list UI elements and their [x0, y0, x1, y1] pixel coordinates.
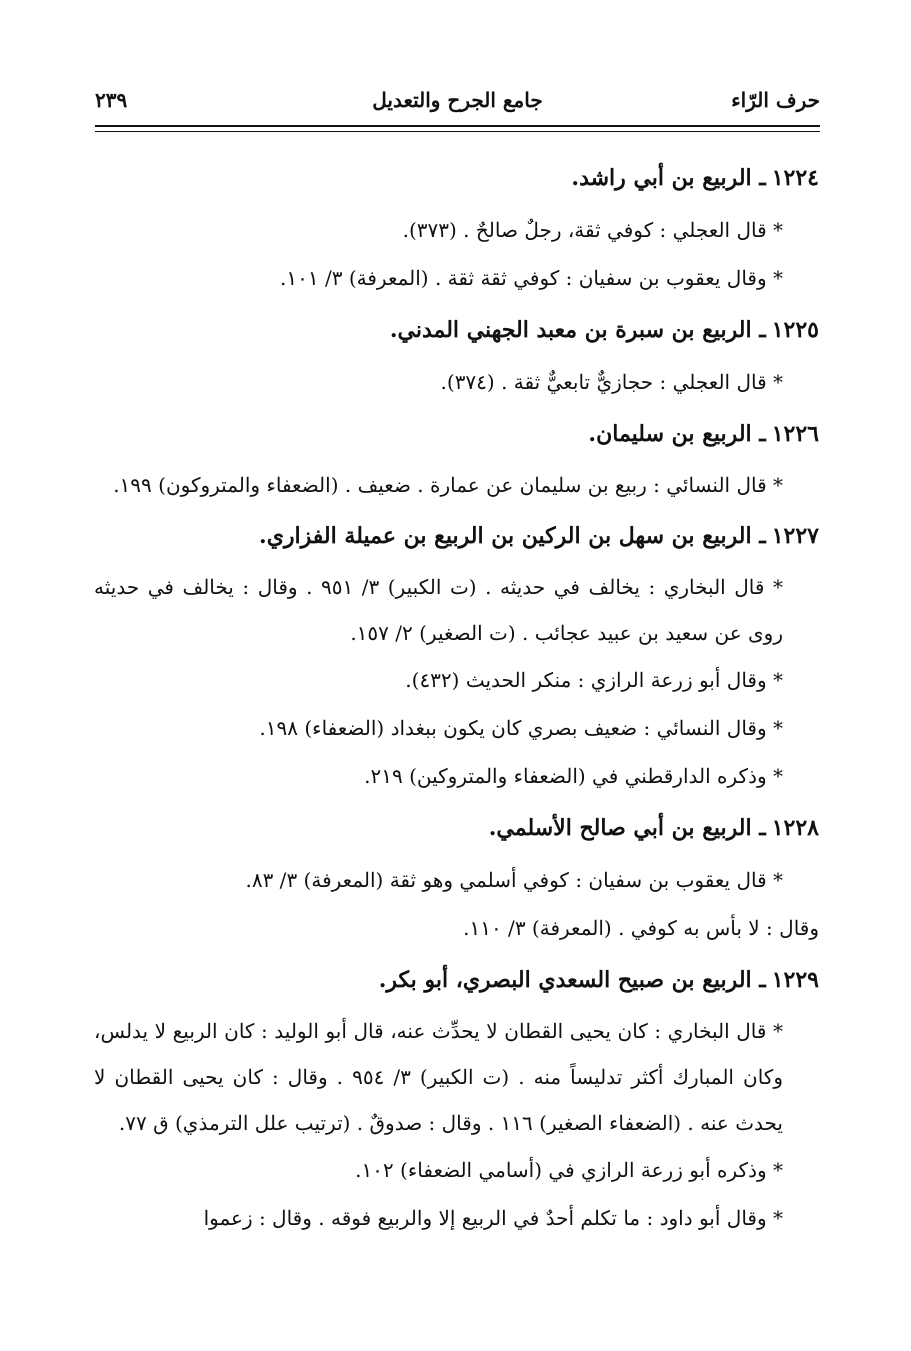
- entry-1228: [94, 800, 819, 952]
- entry-name: ـ الربيع بن سليمان.: [588, 421, 766, 447]
- header-rule-thin: [95, 131, 820, 132]
- entry-line: * وذكره الدارقطني في (الضعفاء والمتروكين) ٢١٩.: [364, 764, 783, 788]
- entry-heading: [94, 800, 819, 856]
- entry-1226: [94, 406, 819, 508]
- entry-1227: [94, 508, 819, 800]
- entry-line: * وذكره أبو زرعة الرازي في (أسامي الضعفاء) ١٠٢.: [355, 1158, 783, 1182]
- entry-1224: [94, 150, 819, 302]
- entry-number: ١٢٢٨: [771, 815, 819, 841]
- running-section-title: حرف الرّاء: [731, 88, 820, 112]
- header-rule: [95, 125, 820, 127]
- entry-1225: [94, 302, 819, 406]
- entry-line: وقال : لا بأس به كوفي . (المعرفة) ٣/ ١١٠.: [463, 916, 819, 940]
- entry-line: * قال يعقوب بن سفيان : كوفي أسلمي وهو ثقة (المعرفة) ٣/ ٨٣.: [245, 868, 783, 892]
- entry-number: ١٢٢٧: [771, 523, 819, 549]
- entry-heading: [94, 406, 819, 462]
- entry-name: ـ الربيع بن أبي راشد.: [571, 165, 766, 191]
- entry-number: ١٢٢٦: [771, 421, 819, 447]
- entry-heading: [94, 952, 819, 1008]
- entry-line: * وقال النسائي : ضعيف بصري كان يكون ببغداد (الضعفاء) ١٩٨.: [259, 716, 783, 740]
- entry-line: * قال العجلي : كوفي ثقة، رجلٌ صالحٌ . (٣٧٣).: [402, 218, 783, 242]
- entry-1229: [94, 952, 819, 1242]
- entry-paragraph: * قال البخاري : يخالف في حديثه . (ت الكبير) ٣/ ٩٥١ . وقال : يخالف في حديثه روى عن سعيد بن عبيد عجائب . (ت الصغير) ٢/ ١٥٧.: [94, 575, 783, 645]
- entry-number: ١٢٢٩: [771, 967, 819, 993]
- entry-number: ١٢٢٤: [771, 165, 819, 191]
- page-header: [95, 82, 820, 120]
- entry-heading: [94, 508, 819, 564]
- entry-line: * قال العجلي : حجازيٌّ تابعيٌّ ثقة . (٣٧٤).: [440, 370, 783, 394]
- page-body: [94, 150, 819, 1242]
- entry-line: * وقال أبو زرعة الرازي : منكر الحديث (٤٣٢).: [405, 668, 783, 692]
- entry-name: ـ الربيع بن سهل بن الركين بن الربيع بن عميلة الفزاري.: [259, 523, 766, 549]
- entry-name: ـ الربيع بن صبيح السعدي البصري، أبو بكر.: [378, 967, 766, 993]
- entry-line: * وقال أبو داود : ما تكلم أحدٌ في الربيع إلا والربيع فوقه . وقال : زعموا: [203, 1206, 783, 1230]
- running-book-title: جامع الجرح والتعديل: [372, 88, 543, 112]
- entry-name: ـ الربيع بن أبي صالح الأسلمي.: [488, 815, 766, 841]
- page-number: ٢٣٩: [95, 88, 128, 112]
- entry-line: * وقال يعقوب بن سفيان : كوفي ثقة ثقة . (المعرفة) ٣/ ١٠١.: [280, 266, 783, 290]
- entry-heading: [94, 302, 819, 358]
- entry-number: ١٢٢٥: [771, 317, 819, 343]
- entry-paragraph: * قال البخاري : كان يحيى القطان لا يحدِّث عنه، قال أبو الوليد : كان الربيع لا يدلس، وكان المبارك أكثر تدليساً منه . (ت الكبير) ٣/ ٩٥٤ . وقال : كان يحيى القطان لا يحدث عنه . (الضعفاء الصغير) ١١٦ . وقال : صدوقٌ . (ترتيب علل الترمذي) ق ٧٧.: [94, 1019, 783, 1135]
- entry-name: ـ الربيع بن سبرة بن معبد الجهني المدني.: [389, 317, 766, 343]
- entry-paragraph: * قال النسائي : ربيع بن سليمان عن عمارة . ضعيف . (الضعفاء والمتروكون) ١٩٩.: [113, 473, 783, 497]
- entry-heading: [94, 150, 819, 206]
